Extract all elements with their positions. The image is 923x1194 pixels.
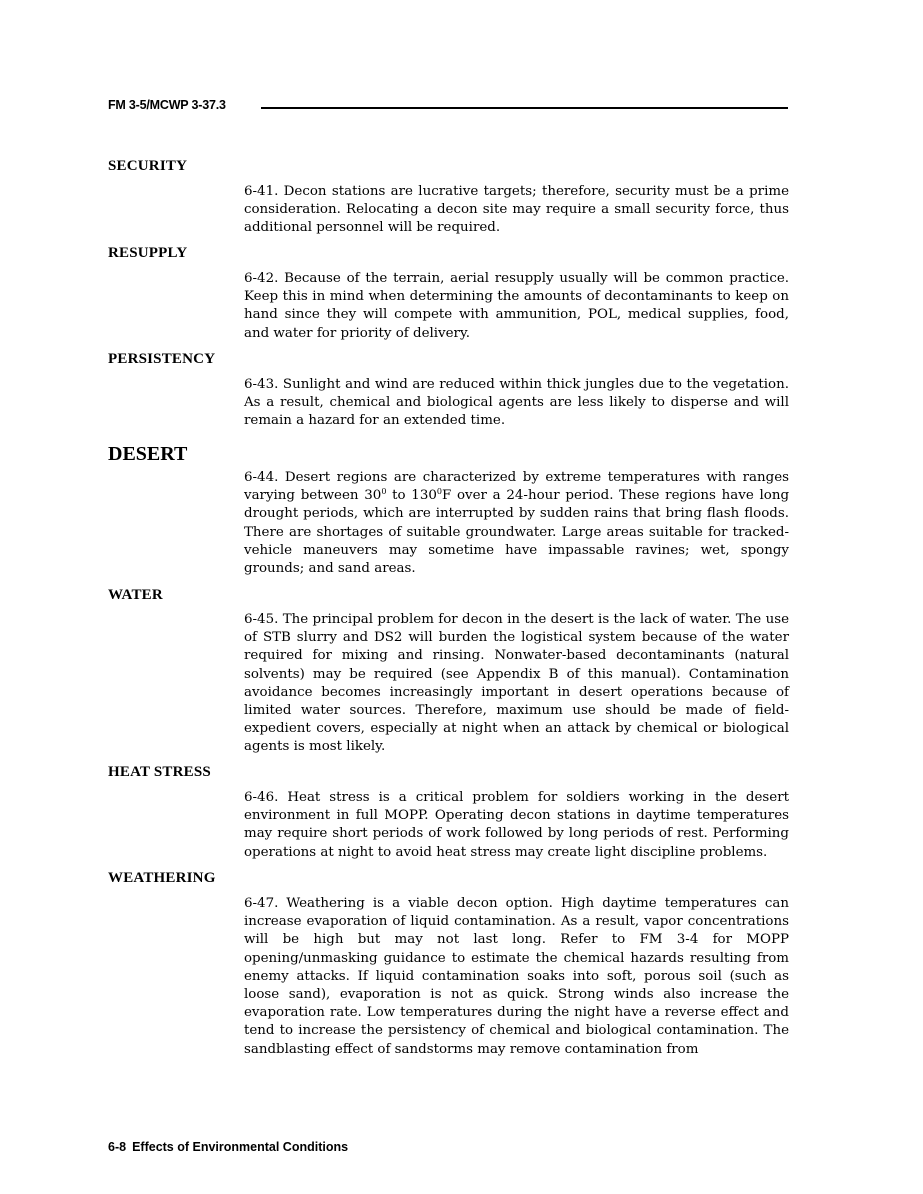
- degree-superscript: 0: [381, 487, 387, 497]
- paragraph-6-45: 6-45. The principal problem for decon in the desert is the lack of water. The use of STB slurry and DS2 will burden the logistical system because of the water required for mixing and rinsing. Nonwater-based decontaminants (natural solvents) may be required (see Appendix B of this manual). Contamination avoidance becomes increasingly important in desert operations because of limited water sources. Therefore, maximum use should be made of field-expedient covers, especially at night when an attack by chemical or biological agents is most likely.: [244, 612, 789, 755]
- document-id: FM 3-5/MCWP 3-37.3: [108, 98, 226, 112]
- paragraph-6-44-part-b: to 130: [386, 488, 437, 504]
- section-heading-heat-stress: HEAT STRESS: [108, 764, 211, 780]
- running-footer: [108, 1140, 348, 1154]
- section-heading-persistency: PERSISTENCY: [108, 351, 216, 367]
- degree-superscript: 0: [436, 487, 442, 497]
- chapter-title: Effects of Environmental Conditions: [132, 1140, 349, 1154]
- paragraph-6-46: 6-46. Heat stress is a critical problem for soldiers working in the desert environment in full MOPP. Operating decon stations in daytime temperatures may require short periods of work followed by long periods of rest. Performing operations at night to avoid heat stress may create light discipline problems.: [244, 790, 789, 860]
- page-number: 6-8: [108, 1140, 127, 1154]
- section-heading-security: SECURITY: [108, 158, 188, 174]
- paragraph-6-47: 6-47. Weathering is a viable decon option. High daytime temperatures can increase evaporation of liquid contamination. As a result, vapor concentrations will be high but may not last long. Refer to FM 3-4 for MOPP opening/unmasking guidance to estimate the chemical hazards resulting from enemy attacks. If liquid contamination soaks into soft, porous soil (such as loose sand), evaporation is not as quick. Strong winds also increase the evaporation rate. Low temperatures during the night have a reverse effect and tend to increase the persistency of chemical and biological contamination. The sandblasting effect of sandstorms may remove contamination from: [244, 896, 789, 1057]
- paragraph-6-42: 6-42. Because of the terrain, aerial resupply usually will be common practice. Keep this in mind when determining the amounts of decontaminants to keep on hand since they will compete with ammunition, POL, medical supplies, food, and water for priority of delivery.: [244, 271, 789, 341]
- running-header: [108, 98, 790, 114]
- section-heading-water: WATER: [108, 587, 163, 603]
- section-heading-resupply: RESUPPLY: [108, 245, 188, 261]
- paragraph-6-44-part-a: 6-44. Desert regions are characterized by extreme temperatures with ranges varying between 30: [244, 470, 789, 504]
- paragraph-6-41: 6-41. Decon stations are lucrative targets; therefore, security must be a prime consideration. Relocating a decon site may require a small security force, thus additional personnel will be required.: [244, 184, 789, 236]
- header-rule: [261, 107, 788, 109]
- paragraph-6-44: [244, 469, 789, 578]
- paragraph-6-44-part-c: F over a 24-hour period. These regions have long drought periods, which are interrupted by sudden rains that bring flash floods. There are shortages of suitable groundwater. Large areas suitable for tracked-vehicle maneuvers may sometime have impassable ravines; wet, spongy grounds; and sand areas.: [244, 488, 790, 577]
- section-heading-desert: DESERT: [108, 443, 188, 465]
- section-heading-weathering: WEATHERING: [108, 870, 216, 886]
- paragraph-6-43: 6-43. Sunlight and wind are reduced within thick jungles due to the vegetation. As a result, chemical and biological agents are less likely to disperse and will remain a hazard for an extended time.: [244, 377, 789, 429]
